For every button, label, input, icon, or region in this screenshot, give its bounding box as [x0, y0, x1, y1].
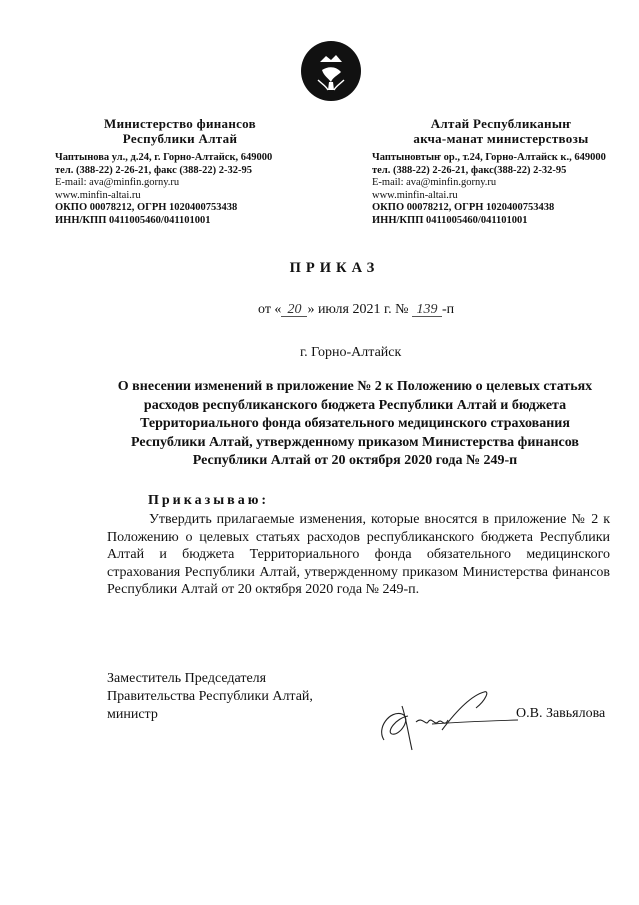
org-name-alt-line2: акча-манат министерствозы [413, 131, 589, 146]
email-ru: E-mail: ava@minfin.gorny.ru [55, 177, 180, 188]
date-prefix: от « [258, 302, 282, 317]
handwritten-day: 20 [281, 303, 307, 317]
order-subject: О внесении изменений в приложение № 2 к Положению о целевых статьях расходов республиканского бюджета Республики Алтай и бюджета Территориального фонда обязательного медицинского страхования Республики Алтай, утвержденному приказом Министерства финансов Республики Алтай от 20 октября 2020 года № 249-п [117, 379, 593, 468]
signer-name: О.В. Завьялова [516, 706, 606, 721]
handwritten-signature [372, 688, 522, 758]
signatory-title [107, 670, 313, 724]
phone-ru: тел. (388-22) 2-26-21, факс (388-22) 2-32-95 [55, 164, 253, 176]
okpo-alt: ОКПО 00078212, ОГРН 1020400753438 [372, 202, 555, 213]
address-alt: Чаптыновтыҥ ор., т.24, Горно-Алтайск к., 649000 [372, 152, 606, 163]
signatory-line1: Заместитель Председателя [107, 671, 267, 686]
website-alt: www.minfin-altai.ru [372, 189, 458, 201]
number-suffix: -п [442, 302, 455, 317]
website-ru: www.minfin-altai.ru [55, 189, 141, 201]
address-ru: Чаптынова ул., д.24, г. Горно-Алтайск, 649000 [55, 152, 273, 163]
order-word: Приказываю: [148, 493, 270, 508]
handwritten-order-number: 139 [412, 303, 442, 317]
signatory-line2: Правительства Республики Алтай, [107, 689, 313, 704]
order-date-line [258, 302, 454, 318]
email-alt: E-mail: ava@minfin.gorny.ru [372, 177, 497, 188]
city: г. Горно-Алтайск [300, 345, 402, 360]
order-body: Утвердить прилагаемые изменения, которые вносятся в приложение № 2 к Положению о целевых статьях расходов республиканского бюджета Республики Алтай и бюджета Территориального фонда обязательного медицинского страхования Республики Алтай, утвержденному приказом Министерства финансов Республики Алтай от 20 октября 2020 года № 249-п. [107, 512, 610, 597]
date-middle: » июля 2021 г. № [307, 302, 409, 317]
phone-alt: тел. (388-22) 2-26-21, факс(388-22) 2-32-95 [372, 164, 567, 176]
document-title: ПРИКАЗ [289, 260, 380, 276]
okpo-ru: ОКПО 00078212, ОГРН 1020400753438 [55, 202, 238, 213]
signatory-line3: министр [107, 707, 158, 722]
republic-altai-emblem-icon [300, 40, 362, 102]
org-name-ru-line2: Республики Алтай [122, 131, 238, 146]
inn-alt: ИНН/КПП 0411005460/041101001 [372, 214, 528, 226]
inn-ru: ИНН/КПП 0411005460/041101001 [55, 214, 211, 226]
header-right-ministry [372, 116, 630, 227]
org-name-alt-line1: Алтай Республиканыҥ [430, 116, 572, 131]
org-name-ru-line1: Министерство финансов [104, 116, 256, 131]
header-left-ministry [55, 116, 305, 227]
